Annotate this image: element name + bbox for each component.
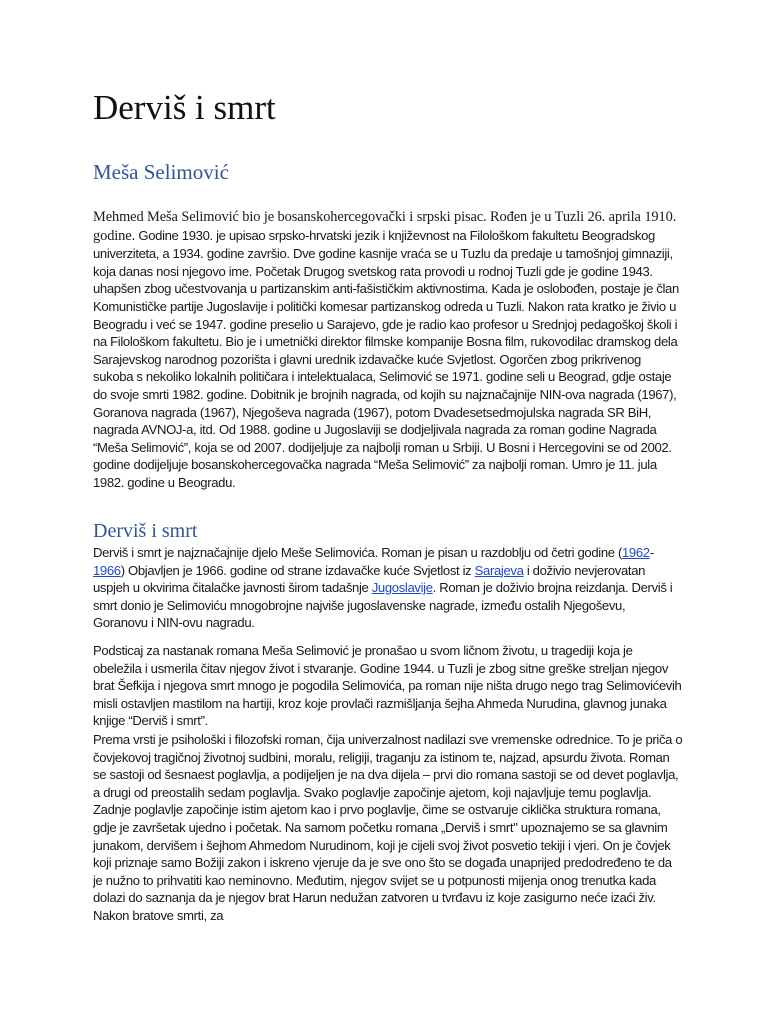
paragraph-intro-text-1: Derviš i smrt je najznačajnije djelo Meše Selimovića. Roman je pisan u razdoblju od četri godine ( xyxy=(93,545,622,560)
paragraph-intro-text-2: ) Objavljen je 1966. godine od strane izdavačke kuće Svjetlost iz xyxy=(120,562,475,578)
paragraph-inspiration: Podsticaj za nastanak romana Meša Selimović je pronašao u svom ličnom životu, u tragediji koja je obeležila i usmerila čitav njegov život i stvaranje. Godine 1944. u Tuzli je zbog sitne greške streljan njegov brat Šefkija i njegova smrt mnogo je pogodila Selimovića, pa roman nije ništa drugo nego trag Selimovićevih misli ostavljen mastilom na hartiji, kroz koje provlači razmišljanja šejha Ahmeda Nurudina, glavnog junaka knjige “Derviš i smrt”. xyxy=(93,643,682,729)
paragraph-genre-structure: Prema vrsti je psihološki i filozofski roman, čija univerzalnost nadilazi sve vremenske odrednice. To je priča o čovjekovoj tragičnoj životnoj sudbini, moralu, religiji, traganju za istinom te, najzad, apsurdu života. Roman se sastoji od šesnaest poglavlja, a podijeljen je na dva dijela – prvi dio romana sastoji se od devet poglavlja, a drugi od preostalih sedam poglavlja. Svako poglavlje započinje ajetom, koji najavljuje temu poglavlja. Zadnje poglavlje započinje istim ajetom kao i prvo poglavlje, čime se ostvaruje ciklička struktura romana, gdje je završetak ujedno i početak. Na samom početku romana „Derviš i smrt" upoznajemo se sa glavnim junakom, dervišem i šejhom Ahmedom Nurudinom, koji je cijeli svoj život posvetio tekiji i vjeri. On je čovjek koji priznaje samo Božiji zakon i iskreno vjeruje da je sve ono što se događa unaprijed predodređeno te da je nužno to prihvatiti kao neminovno. Međutim, njegov svijet se u potpunosti mijenja onog trenutka kada dolazi do saznanja da je njegov brat Harun nedužan zatvoren u tvrđavu iz koje zasigurno neće izaći živ. Nakon bratove smrti, za xyxy=(93,732,683,923)
paragraph-intro-text-3: i doživio nevjerovatan uspjeh u okvirima čitalačke javnosti širom tadašnje xyxy=(93,562,646,596)
document-title: Derviš i smrt xyxy=(93,88,276,127)
link-1966[interactable]: 1966 xyxy=(93,562,121,578)
paragraph-intro-text-4: . Roman je doživio brojna reizdanja. Derviš i smrt donio je Selimoviću mnogobrojne najviše jugoslavenske nagrade, između ostalih Njegoševu, Goranovu i NIN-ovu nagradu. xyxy=(93,580,673,631)
biography-lead: Mehmed Meša Selimović bio je bosanskohercegovački i srpski pisac. Rođen je u Tuzli 26. aprila 1910. godine. xyxy=(93,209,677,244)
link-jugoslavija[interactable]: Jugoslavije xyxy=(371,580,433,596)
section-heading-dervis-i-smrt: Derviš i smrt xyxy=(93,520,198,542)
biography-text: Godine 1930. je upisao srpsko-hrvatski jezik i književnost na Filološkom fakultetu Beogradskog univerziteta, a 1934. godine završio. Dve godine kasnije vraća se u Tuzlu da predaje u tamošnjoj gimnaziji, koja danas nosi njegovo ime. Početak Drugog svetskog rata provodi u rodnoj Tuzli gde je godine 1943. uhapšen zbog učestvovanja u partizanskim anti-fašističkim aktivnostima. Kada je oslobođen, postaje je član Komunističke partije Jugoslavije i politički komesar partizanskog odreda u Tuzli. Nakon rata kratko je živio u Beogradu i već se 1947. godine preselio u Sarajevo, gde je radio kao profesor u Srednjoj pedagoškoj školi i na Filološkom fakultetu. Bio je i umetnički direktor filmske kompanije Bosna film, rukovodilac dramskog dela Sarajevskog narodnog pozorišta i glavni urednik izdavačke kuće Svjetlost. Ogorčen zbog prikrivenog sukoba s nekoliko lokalnih političara i intelektualaca, Selimović se 1971. godine seli u Beograd, gdje ostaje do svoje smrti 1982. godine. Dobitnik je brojnih nagrada, od kojih su najznačajnije NIN-ova nagrada (1967), Goranova nagrada (1967), Njegoševa nagrada (1967), potom Dvadesetsedmojulska nagrada SR BiH, nagrada AVNOJ-a, itd. Od 1988. godine u Jugoslaviji se dodjeljivala nagrada za roman godine Nagrada “Meša Selimović”, koja se od 2007. dodijeljuje za najbolji roman u Srbiji. U Bosni i Hercegovini se od 2002. godine dodijeljuje bosanskohercegovačka nagrada “Meša Selimović” za najbolji roman. Umro je 11. jula 1982. godine u Beogradu. xyxy=(93,227,679,490)
author-heading: Meša Selimović xyxy=(93,160,229,184)
link-sarajevo[interactable]: Sarajeva xyxy=(474,562,524,578)
link-1962[interactable]: 1962 xyxy=(622,545,650,560)
author-biography xyxy=(93,208,683,492)
paragraph-intro xyxy=(93,544,683,632)
year-range-dash: - xyxy=(649,545,654,560)
